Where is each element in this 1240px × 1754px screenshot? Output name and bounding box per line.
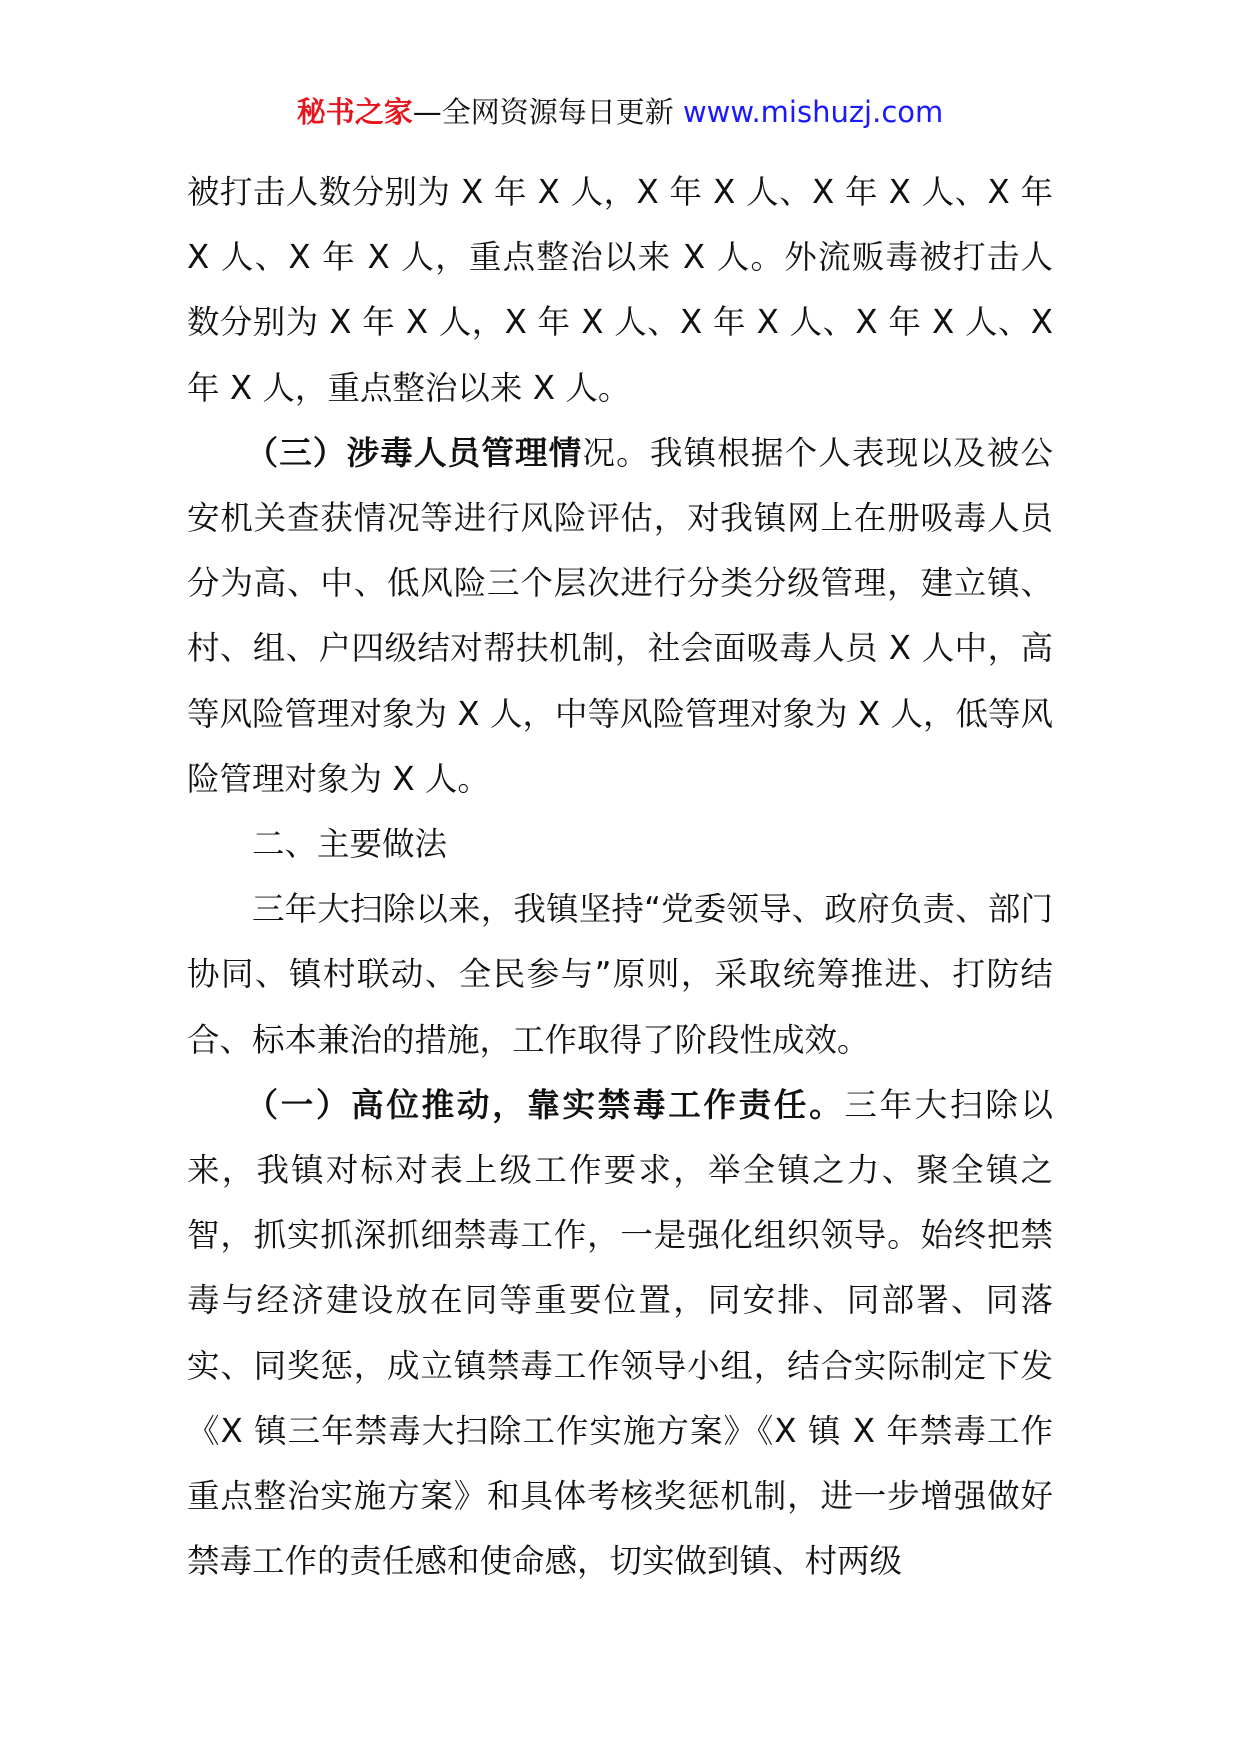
paragraph-strike-stats: 被打击人数分别为 X 年 X 人，X 年 X 人、X 年 X 人、X 年 X 人、X 年 X 人，重点整治以来 X 人。外流贩毒被打击人数分别为 X 年 X 人，X 年 X 人、X 年 X 人、X 年 X 人、X 年 X 人，重点整治以来 X 人。 (187, 173, 1053, 407)
document-body (187, 160, 1053, 1594)
paragraph-principles: 三年大扫除以来，我镇坚持“党委领导、政府负责、部门协同、镇村联动、全民参与”原则，采取统筹推进、打防结合、标本兼治的措施，工作取得了阶段性成效。 (187, 890, 1053, 1059)
site-url-link[interactable]: www.mishuzj.com (682, 95, 944, 129)
section-title-main-practices: 二、主要做法 (252, 825, 448, 864)
paragraph-high-level-promotion (187, 1073, 1053, 1595)
paragraph-text: 况。我镇根据个人表现以及被公安机关查获情况等进行风险评估，对我镇网上在册吸毒人员分为高、中、低风险三个层次进行分类分级管理，建立镇、村、组、户四级结对帮扶机制，社会面吸毒人员 X 人中，高等风险管理对象为 X 人，中等风险管理对象为 X 人，低等风险管理对象为 X 人。 (187, 433, 1053, 798)
site-slogan: —全网资源每日更新 (412, 95, 674, 129)
section-heading-3: （三）涉毒人员管理情 (245, 433, 583, 472)
page-header (0, 92, 1240, 132)
paragraph-text: 三年大扫除以来，我镇对标对表上级工作要求，举全镇之力、聚全镇之智，抓实抓深抓细禁毒工作，一是强化组织领导。始终把禁毒与经济建设放在同等重要位置，同安排、同部署、同落实、同奖惩，成立镇禁毒工作领导小组，结合实际制定下发《X 镇三年禁毒大扫除工作实施方案》《X 镇 X 年禁毒工作重点整治实施方案》和具体考核奖惩机制，进一步增强做好禁毒工作的责任感和使命感，切实做到镇、村两级 (187, 1085, 1053, 1581)
site-brand: 秘书之家 (296, 95, 413, 129)
section-heading-1: （一）高位推动，靠实禁毒工作责任。 (245, 1085, 845, 1124)
paragraph-drug-personnel-management (187, 421, 1053, 812)
